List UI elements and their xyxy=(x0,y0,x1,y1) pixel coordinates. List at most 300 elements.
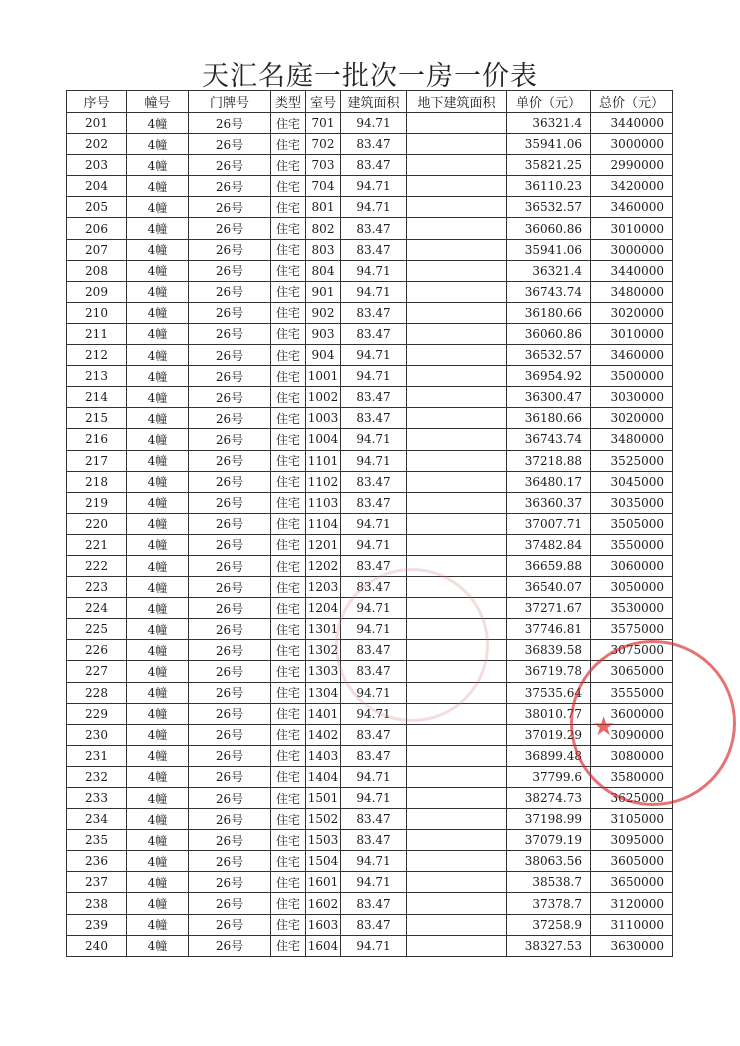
header-room: 室号 xyxy=(306,91,341,113)
cell-underground-area xyxy=(407,598,507,619)
cell-door-number: 26号 xyxy=(189,766,271,787)
price-table xyxy=(66,90,673,957)
cell-unit-price: 37378.7 xyxy=(507,893,591,914)
cell-unit-price: 36360.37 xyxy=(507,492,591,513)
cell-underground-area xyxy=(407,218,507,239)
cell-building: 4幢 xyxy=(127,281,189,302)
cell-type: 住宅 xyxy=(271,450,306,471)
cell-floor-area: 94.71 xyxy=(341,345,407,366)
cell-underground-area xyxy=(407,745,507,766)
cell-index: 227 xyxy=(67,661,127,682)
cell-building: 4幢 xyxy=(127,745,189,766)
cell-total-price: 3650000 xyxy=(591,872,673,893)
cell-index: 208 xyxy=(67,260,127,281)
cell-type: 住宅 xyxy=(271,408,306,429)
cell-unit-price: 37482.84 xyxy=(507,534,591,555)
cell-underground-area xyxy=(407,619,507,640)
cell-total-price: 3460000 xyxy=(591,345,673,366)
cell-index: 234 xyxy=(67,809,127,830)
cell-underground-area xyxy=(407,134,507,155)
cell-type: 住宅 xyxy=(271,176,306,197)
cell-door-number: 26号 xyxy=(189,640,271,661)
cell-door-number: 26号 xyxy=(189,534,271,555)
cell-index: 209 xyxy=(67,281,127,302)
cell-index: 237 xyxy=(67,872,127,893)
cell-room: 1203 xyxy=(306,577,341,598)
cell-floor-area: 83.47 xyxy=(341,471,407,492)
cell-building: 4幢 xyxy=(127,450,189,471)
cell-room: 1503 xyxy=(306,830,341,851)
cell-door-number: 26号 xyxy=(189,513,271,534)
cell-type: 住宅 xyxy=(271,218,306,239)
cell-type: 住宅 xyxy=(271,724,306,745)
cell-total-price: 3050000 xyxy=(591,577,673,598)
cell-index: 228 xyxy=(67,682,127,703)
cell-index: 202 xyxy=(67,134,127,155)
cell-index: 215 xyxy=(67,408,127,429)
cell-door-number: 26号 xyxy=(189,745,271,766)
cell-total-price: 3555000 xyxy=(591,682,673,703)
cell-unit-price: 36659.88 xyxy=(507,555,591,576)
cell-underground-area xyxy=(407,640,507,661)
cell-unit-price: 37198.99 xyxy=(507,809,591,830)
cell-underground-area xyxy=(407,914,507,935)
cell-underground-area xyxy=(407,471,507,492)
cell-unit-price: 37799.6 xyxy=(507,766,591,787)
cell-total-price: 3605000 xyxy=(591,851,673,872)
cell-building: 4幢 xyxy=(127,366,189,387)
cell-underground-area xyxy=(407,323,507,344)
cell-total-price: 3530000 xyxy=(591,598,673,619)
cell-floor-area: 83.47 xyxy=(341,155,407,176)
cell-door-number: 26号 xyxy=(189,935,271,956)
cell-total-price: 3000000 xyxy=(591,239,673,260)
cell-unit-price: 37535.64 xyxy=(507,682,591,703)
cell-index: 223 xyxy=(67,577,127,598)
cell-floor-area: 94.71 xyxy=(341,281,407,302)
cell-total-price: 3630000 xyxy=(591,935,673,956)
cell-building: 4幢 xyxy=(127,113,189,134)
cell-door-number: 26号 xyxy=(189,345,271,366)
cell-door-number: 26号 xyxy=(189,872,271,893)
cell-floor-area: 83.47 xyxy=(341,387,407,408)
cell-floor-area: 83.47 xyxy=(341,893,407,914)
cell-room: 1104 xyxy=(306,513,341,534)
cell-index: 214 xyxy=(67,387,127,408)
cell-type: 住宅 xyxy=(271,492,306,513)
cell-room: 804 xyxy=(306,260,341,281)
cell-floor-area: 94.71 xyxy=(341,450,407,471)
cell-index: 240 xyxy=(67,935,127,956)
cell-total-price: 3095000 xyxy=(591,830,673,851)
cell-door-number: 26号 xyxy=(189,197,271,218)
cell-unit-price: 36954.92 xyxy=(507,366,591,387)
cell-index: 206 xyxy=(67,218,127,239)
table-row xyxy=(67,429,673,450)
cell-index: 213 xyxy=(67,366,127,387)
cell-underground-area xyxy=(407,893,507,914)
cell-floor-area: 94.71 xyxy=(341,113,407,134)
cell-total-price: 3505000 xyxy=(591,513,673,534)
cell-room: 901 xyxy=(306,281,341,302)
cell-type: 住宅 xyxy=(271,513,306,534)
table-row xyxy=(67,745,673,766)
cell-floor-area: 94.71 xyxy=(341,703,407,724)
cell-underground-area xyxy=(407,281,507,302)
cell-index: 219 xyxy=(67,492,127,513)
cell-building: 4幢 xyxy=(127,176,189,197)
cell-floor-area: 83.47 xyxy=(341,745,407,766)
cell-building: 4幢 xyxy=(127,134,189,155)
cell-unit-price: 36839.58 xyxy=(507,640,591,661)
cell-type: 住宅 xyxy=(271,260,306,281)
cell-building: 4幢 xyxy=(127,935,189,956)
cell-room: 1603 xyxy=(306,914,341,935)
cell-index: 210 xyxy=(67,302,127,323)
cell-total-price: 3020000 xyxy=(591,302,673,323)
table-row xyxy=(67,724,673,745)
cell-total-price: 2990000 xyxy=(591,155,673,176)
cell-room: 1601 xyxy=(306,872,341,893)
cell-index: 203 xyxy=(67,155,127,176)
cell-type: 住宅 xyxy=(271,809,306,830)
cell-unit-price: 36540.07 xyxy=(507,577,591,598)
cell-room: 1202 xyxy=(306,555,341,576)
cell-room: 1402 xyxy=(306,724,341,745)
table-row xyxy=(67,323,673,344)
cell-type: 住宅 xyxy=(271,640,306,661)
cell-type: 住宅 xyxy=(271,577,306,598)
cell-unit-price: 35941.06 xyxy=(507,134,591,155)
cell-type: 住宅 xyxy=(271,830,306,851)
cell-room: 701 xyxy=(306,113,341,134)
cell-underground-area xyxy=(407,176,507,197)
cell-index: 238 xyxy=(67,893,127,914)
table-row xyxy=(67,830,673,851)
cell-building: 4幢 xyxy=(127,640,189,661)
cell-underground-area xyxy=(407,155,507,176)
cell-type: 住宅 xyxy=(271,387,306,408)
cell-type: 住宅 xyxy=(271,302,306,323)
cell-floor-area: 83.47 xyxy=(341,408,407,429)
cell-room: 802 xyxy=(306,218,341,239)
cell-underground-area xyxy=(407,935,507,956)
cell-floor-area: 83.47 xyxy=(341,492,407,513)
cell-door-number: 26号 xyxy=(189,323,271,344)
cell-type: 住宅 xyxy=(271,555,306,576)
cell-room: 1103 xyxy=(306,492,341,513)
table-row xyxy=(67,893,673,914)
table-row xyxy=(67,809,673,830)
cell-floor-area: 94.71 xyxy=(341,598,407,619)
cell-unit-price: 36532.57 xyxy=(507,197,591,218)
cell-unit-price: 37258.9 xyxy=(507,914,591,935)
cell-type: 住宅 xyxy=(271,661,306,682)
cell-type: 住宅 xyxy=(271,598,306,619)
cell-building: 4幢 xyxy=(127,872,189,893)
cell-floor-area: 83.47 xyxy=(341,239,407,260)
cell-unit-price: 37746.81 xyxy=(507,619,591,640)
table-row xyxy=(67,935,673,956)
cell-building: 4幢 xyxy=(127,513,189,534)
cell-type: 住宅 xyxy=(271,345,306,366)
cell-underground-area xyxy=(407,703,507,724)
cell-floor-area: 83.47 xyxy=(341,134,407,155)
cell-unit-price: 36060.86 xyxy=(507,323,591,344)
cell-room: 1602 xyxy=(306,893,341,914)
cell-total-price: 3525000 xyxy=(591,450,673,471)
cell-floor-area: 94.71 xyxy=(341,176,407,197)
cell-room: 1504 xyxy=(306,851,341,872)
table-row xyxy=(67,598,673,619)
cell-total-price: 3580000 xyxy=(591,766,673,787)
cell-door-number: 26号 xyxy=(189,577,271,598)
cell-underground-area xyxy=(407,766,507,787)
cell-index: 218 xyxy=(67,471,127,492)
cell-unit-price: 36060.86 xyxy=(507,218,591,239)
cell-underground-area xyxy=(407,513,507,534)
cell-type: 住宅 xyxy=(271,155,306,176)
cell-type: 住宅 xyxy=(271,323,306,344)
cell-total-price: 3625000 xyxy=(591,788,673,809)
cell-floor-area: 94.71 xyxy=(341,260,407,281)
cell-floor-area: 83.47 xyxy=(341,323,407,344)
table-row xyxy=(67,218,673,239)
cell-building: 4幢 xyxy=(127,429,189,450)
cell-building: 4幢 xyxy=(127,260,189,281)
cell-index: 233 xyxy=(67,788,127,809)
cell-type: 住宅 xyxy=(271,471,306,492)
cell-door-number: 26号 xyxy=(189,387,271,408)
cell-door-number: 26号 xyxy=(189,830,271,851)
cell-total-price: 3010000 xyxy=(591,218,673,239)
cell-room: 1604 xyxy=(306,935,341,956)
table-row xyxy=(67,682,673,703)
cell-total-price: 3550000 xyxy=(591,534,673,555)
cell-building: 4幢 xyxy=(127,534,189,555)
cell-door-number: 26号 xyxy=(189,703,271,724)
table-row xyxy=(67,281,673,302)
cell-underground-area xyxy=(407,788,507,809)
cell-unit-price: 36300.47 xyxy=(507,387,591,408)
cell-total-price: 3035000 xyxy=(591,492,673,513)
cell-room: 1204 xyxy=(306,598,341,619)
cell-type: 住宅 xyxy=(271,239,306,260)
cell-unit-price: 35941.06 xyxy=(507,239,591,260)
cell-room: 1304 xyxy=(306,682,341,703)
table-row xyxy=(67,914,673,935)
cell-building: 4幢 xyxy=(127,598,189,619)
cell-door-number: 26号 xyxy=(189,492,271,513)
header-unit-price: 单价（元） xyxy=(507,91,591,113)
cell-room: 1201 xyxy=(306,534,341,555)
table-row xyxy=(67,155,673,176)
cell-building: 4幢 xyxy=(127,724,189,745)
cell-floor-area: 94.71 xyxy=(341,366,407,387)
cell-unit-price: 38538.7 xyxy=(507,872,591,893)
cell-door-number: 26号 xyxy=(189,851,271,872)
cell-total-price: 3440000 xyxy=(591,260,673,281)
cell-building: 4幢 xyxy=(127,323,189,344)
cell-unit-price: 38274.73 xyxy=(507,788,591,809)
header-underground-area: 地下建筑面积 xyxy=(407,91,507,113)
cell-index: 217 xyxy=(67,450,127,471)
cell-unit-price: 36532.57 xyxy=(507,345,591,366)
cell-index: 204 xyxy=(67,176,127,197)
table-row xyxy=(67,366,673,387)
cell-building: 4幢 xyxy=(127,471,189,492)
cell-underground-area xyxy=(407,724,507,745)
page-title: 天汇名庭一批次一房一价表 xyxy=(202,61,538,92)
cell-underground-area xyxy=(407,830,507,851)
cell-building: 4幢 xyxy=(127,492,189,513)
table-row xyxy=(67,872,673,893)
cell-unit-price: 35821.25 xyxy=(507,155,591,176)
cell-room: 801 xyxy=(306,197,341,218)
cell-building: 4幢 xyxy=(127,387,189,408)
cell-unit-price: 36480.17 xyxy=(507,471,591,492)
cell-room: 1302 xyxy=(306,640,341,661)
cell-type: 住宅 xyxy=(271,534,306,555)
cell-building: 4幢 xyxy=(127,788,189,809)
cell-building: 4幢 xyxy=(127,577,189,598)
table-row xyxy=(67,766,673,787)
cell-type: 住宅 xyxy=(271,134,306,155)
cell-floor-area: 94.71 xyxy=(341,851,407,872)
cell-floor-area: 94.71 xyxy=(341,197,407,218)
table-row xyxy=(67,450,673,471)
cell-underground-area xyxy=(407,851,507,872)
cell-building: 4幢 xyxy=(127,555,189,576)
cell-room: 704 xyxy=(306,176,341,197)
table-row xyxy=(67,513,673,534)
cell-room: 1002 xyxy=(306,387,341,408)
cell-building: 4幢 xyxy=(127,408,189,429)
cell-total-price: 3080000 xyxy=(591,745,673,766)
cell-room: 1102 xyxy=(306,471,341,492)
cell-type: 住宅 xyxy=(271,281,306,302)
cell-total-price: 3110000 xyxy=(591,914,673,935)
cell-floor-area: 83.47 xyxy=(341,830,407,851)
header-building: 幢号 xyxy=(127,91,189,113)
cell-index: 221 xyxy=(67,534,127,555)
cell-unit-price: 36180.66 xyxy=(507,302,591,323)
cell-door-number: 26号 xyxy=(189,408,271,429)
cell-door-number: 26号 xyxy=(189,619,271,640)
cell-door-number: 26号 xyxy=(189,471,271,492)
cell-type: 住宅 xyxy=(271,935,306,956)
cell-unit-price: 38010.77 xyxy=(507,703,591,724)
table-row xyxy=(67,703,673,724)
cell-unit-price: 36180.66 xyxy=(507,408,591,429)
cell-total-price: 3575000 xyxy=(591,619,673,640)
cell-type: 住宅 xyxy=(271,745,306,766)
cell-room: 1003 xyxy=(306,408,341,429)
cell-index: 236 xyxy=(67,851,127,872)
cell-door-number: 26号 xyxy=(189,302,271,323)
cell-room: 1401 xyxy=(306,703,341,724)
cell-underground-area xyxy=(407,387,507,408)
cell-door-number: 26号 xyxy=(189,429,271,450)
cell-underground-area xyxy=(407,534,507,555)
cell-underground-area xyxy=(407,872,507,893)
cell-underground-area xyxy=(407,197,507,218)
table-row xyxy=(67,788,673,809)
table-row xyxy=(67,197,673,218)
cell-type: 住宅 xyxy=(271,429,306,450)
cell-door-number: 26号 xyxy=(189,450,271,471)
cell-underground-area xyxy=(407,661,507,682)
cell-building: 4幢 xyxy=(127,809,189,830)
cell-door-number: 26号 xyxy=(189,260,271,281)
cell-room: 1303 xyxy=(306,661,341,682)
cell-underground-area xyxy=(407,302,507,323)
cell-floor-area: 94.71 xyxy=(341,513,407,534)
cell-building: 4幢 xyxy=(127,239,189,260)
cell-type: 住宅 xyxy=(271,872,306,893)
cell-unit-price: 38063.56 xyxy=(507,851,591,872)
cell-floor-area: 83.47 xyxy=(341,914,407,935)
cell-type: 住宅 xyxy=(271,788,306,809)
cell-index: 230 xyxy=(67,724,127,745)
cell-room: 1001 xyxy=(306,366,341,387)
cell-door-number: 26号 xyxy=(189,788,271,809)
cell-building: 4幢 xyxy=(127,766,189,787)
cell-index: 235 xyxy=(67,830,127,851)
table-body xyxy=(67,113,673,957)
cell-door-number: 26号 xyxy=(189,134,271,155)
header-door-number: 门牌号 xyxy=(189,91,271,113)
table-row xyxy=(67,260,673,281)
cell-total-price: 3020000 xyxy=(591,408,673,429)
cell-unit-price: 38327.53 xyxy=(507,935,591,956)
cell-floor-area: 83.47 xyxy=(341,809,407,830)
cell-total-price: 3480000 xyxy=(591,429,673,450)
cell-door-number: 26号 xyxy=(189,893,271,914)
cell-total-price: 3440000 xyxy=(591,113,673,134)
cell-room: 1004 xyxy=(306,429,341,450)
cell-building: 4幢 xyxy=(127,345,189,366)
cell-total-price: 3500000 xyxy=(591,366,673,387)
cell-total-price: 3045000 xyxy=(591,471,673,492)
cell-floor-area: 83.47 xyxy=(341,577,407,598)
cell-room: 902 xyxy=(306,302,341,323)
cell-building: 4幢 xyxy=(127,893,189,914)
cell-unit-price: 36110.23 xyxy=(507,176,591,197)
cell-building: 4幢 xyxy=(127,155,189,176)
cell-total-price: 3460000 xyxy=(591,197,673,218)
table-row xyxy=(67,113,673,134)
cell-unit-price: 36321.4 xyxy=(507,113,591,134)
table-row xyxy=(67,640,673,661)
header-index: 序号 xyxy=(67,91,127,113)
table-row xyxy=(67,851,673,872)
cell-floor-area: 83.47 xyxy=(341,661,407,682)
cell-room: 702 xyxy=(306,134,341,155)
cell-door-number: 26号 xyxy=(189,682,271,703)
cell-total-price: 3120000 xyxy=(591,893,673,914)
cell-total-price: 3075000 xyxy=(591,640,673,661)
cell-door-number: 26号 xyxy=(189,113,271,134)
cell-index: 222 xyxy=(67,555,127,576)
cell-room: 1301 xyxy=(306,619,341,640)
cell-total-price: 3000000 xyxy=(591,134,673,155)
cell-type: 住宅 xyxy=(271,366,306,387)
cell-floor-area: 83.47 xyxy=(341,218,407,239)
cell-underground-area xyxy=(407,682,507,703)
cell-type: 住宅 xyxy=(271,197,306,218)
cell-total-price: 3090000 xyxy=(591,724,673,745)
